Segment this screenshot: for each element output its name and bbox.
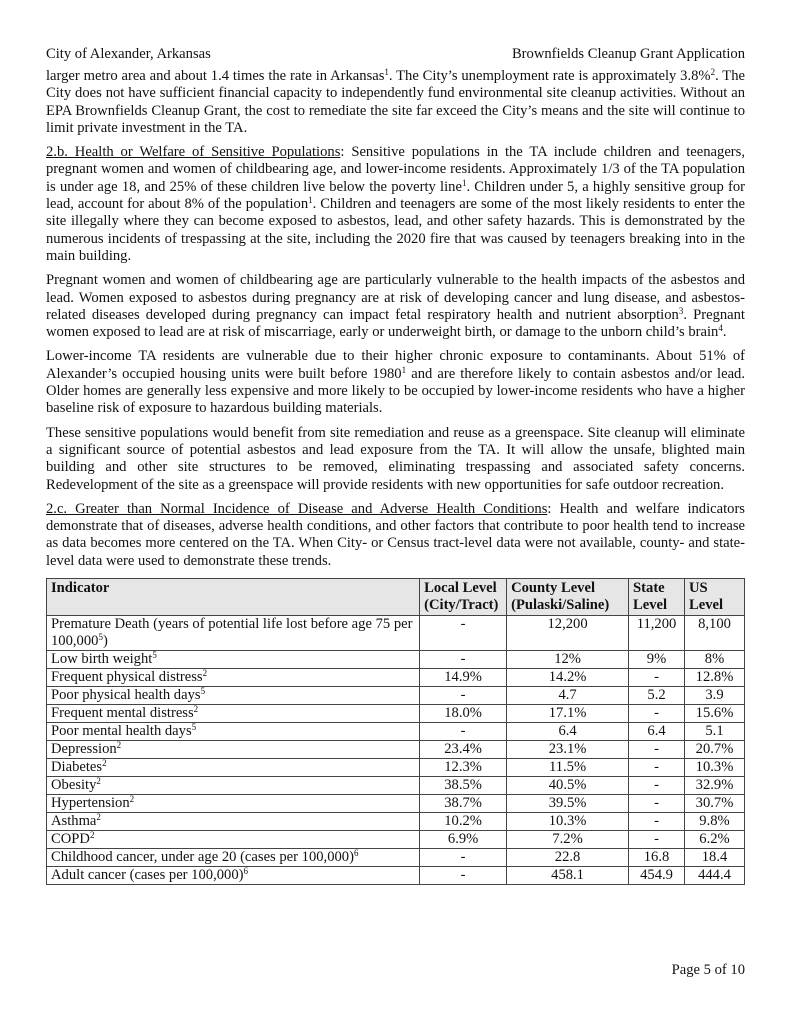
table-row	[47, 723, 745, 741]
cell-state: -	[629, 759, 685, 777]
footnote-ref: 5	[200, 686, 206, 697]
cell-us: 8,100	[685, 616, 745, 651]
column-header-county: County Level (Pulaski/Saline)	[507, 579, 629, 616]
cell-state: 454.9	[629, 867, 685, 885]
cell-state: 11,200	[629, 616, 685, 651]
cell-indicator	[47, 777, 420, 795]
table-row	[47, 777, 745, 795]
table-row	[47, 831, 745, 849]
cell-local: -	[420, 867, 507, 885]
cell-local: -	[420, 651, 507, 669]
footnote-ref: 4	[718, 323, 723, 334]
cell-local: 38.7%	[420, 795, 507, 813]
cell-county: 10.3%	[507, 813, 629, 831]
column-header-local: Local Level (City/Tract)	[420, 579, 507, 616]
page-content	[46, 68, 745, 885]
cell-local: -	[420, 849, 507, 867]
table-row	[47, 795, 745, 813]
footnote-ref: 3	[678, 305, 684, 316]
text-span: : Sensitive populations in the TA include children and teenagers, pregnant women and women of childbearing age, and lower-income residents. Approximately 1/3 of the TA population is under age 18, and 25% of these children live below the poverty line	[46, 144, 745, 195]
text-span: . Children and teenagers are some of the most likely residents to enter the site illegally where they can become exposed to asbestos, lead, and other safety hazards. This is demonstrated by the numerous incidents of trespassing at the site, including the 2020 fire that was caused by teenagers breaking into in the main building.	[46, 196, 745, 264]
cell-state: -	[629, 831, 685, 849]
cell-county: 7.2%	[507, 831, 629, 849]
footnote-ref: 1	[461, 177, 467, 188]
cell-indicator	[47, 705, 420, 723]
table-row	[47, 813, 745, 831]
table-body	[47, 616, 745, 885]
cell-indicator	[47, 741, 420, 759]
indicator-label: Premature Death (years of potential life lost before age 75 per 100,000	[51, 616, 413, 650]
cell-county: 458.1	[507, 867, 629, 885]
column-header-indicator: Indicator	[47, 579, 420, 616]
cell-county: 4.7	[507, 687, 629, 705]
cell-us: 5.1	[685, 723, 745, 741]
text-span: Pregnant women and women of childbearing age are particularly vulnerable to the health impacts of the asbestos and lead. Women exposed to asbestos during pregnancy are at risk of developing cancer and lung disease, and asbestos-related diseases developed during pregnancy can impact fetal respiratory health and nutrient absorption	[46, 272, 745, 323]
table-row	[47, 616, 745, 651]
cell-us: 20.7%	[685, 741, 745, 759]
cell-state: 6.4	[629, 723, 685, 741]
indicator-label: Poor physical health days	[51, 687, 201, 704]
cell-local: 14.9%	[420, 669, 507, 687]
cell-indicator	[47, 831, 420, 849]
text-span: : Health and welfare indicators demonstrate that of diseases, adverse health conditions, and other factors that contribute to poor health tend to increase as data becomes more centered on the TA. When City- or Census tract-level data were not available, county- and state-level data were used to demonstrate these trends.	[46, 500, 745, 569]
cell-us: 6.2%	[685, 831, 745, 849]
header-right-title: Brownfields Cleanup Grant Application	[511, 46, 745, 62]
table-row	[47, 849, 745, 867]
cell-county: 22.8	[507, 849, 629, 867]
cell-county: 17.1%	[507, 705, 629, 723]
cell-indicator	[47, 759, 420, 777]
cell-state: -	[629, 795, 685, 813]
text-span: . Children under 5, a highly sensitive group for lead, account for about 8% of the population	[46, 178, 745, 213]
indicator-label: COPD	[51, 831, 90, 848]
indicator-label: Obesity	[51, 777, 97, 794]
cell-state: 9%	[629, 651, 685, 669]
footnote-ref: 2	[96, 776, 101, 787]
text-span: and are therefore likely to contain asbestos and/or lead. Older homes are generally less expensive and more likely to be occupied by lower-income residents who have a higher baseline risk of exposure to hazardous building materials.	[46, 365, 745, 417]
text-span: . The City does not have sufficient financial capacity to independently fund environmental site cleanup activities. Without an EPA Brownfields Cleanup Grant, the cost to remediate the site far exceed the City’s means and the site will continue to limit private investment in the TA.	[46, 68, 745, 136]
table-row	[47, 705, 745, 723]
footnote-ref: 2	[116, 740, 122, 751]
cell-local: -	[420, 616, 507, 651]
cell-county: 23.1%	[507, 741, 629, 759]
section-heading-2b: 2.b. Health or Welfare of Sensitive Populations	[46, 144, 341, 161]
table-row	[47, 687, 745, 705]
cell-us: 18.4	[685, 849, 745, 867]
cell-indicator	[47, 651, 420, 669]
cell-state: -	[629, 777, 685, 795]
cell-county: 11.5%	[507, 759, 629, 777]
cell-indicator	[47, 867, 420, 885]
text-span: . The City’s unemployment rate is approximately 3.8%	[388, 68, 711, 84]
header-left-title: City of Alexander, Arkansas	[46, 46, 211, 62]
paragraph-disease-incidence	[46, 501, 745, 570]
table-row	[47, 741, 745, 759]
cell-state: -	[629, 705, 685, 723]
indicator-suffix: )	[102, 633, 108, 650]
cell-us: 9.8%	[685, 813, 745, 831]
paragraph-pregnant-women	[46, 272, 745, 341]
cell-local: 18.0%	[420, 705, 507, 723]
cell-county: 39.5%	[507, 795, 629, 813]
cell-county: 12,200	[507, 616, 629, 651]
cell-us: 10.3%	[685, 759, 745, 777]
cell-local: 6.9%	[420, 831, 507, 849]
footnote-ref: 1	[308, 195, 313, 206]
column-header-state: State Level	[629, 579, 685, 616]
cell-local: -	[420, 723, 507, 741]
footnote-ref: 5	[152, 650, 157, 661]
health-indicators-table	[46, 578, 745, 885]
cell-us: 32.9%	[685, 777, 745, 795]
cell-us: 30.7%	[685, 795, 745, 813]
paragraph-sensitive-populations	[46, 144, 745, 265]
table-header-row	[47, 579, 745, 616]
cell-county: 14.2%	[507, 669, 629, 687]
cell-state: 16.8	[629, 849, 685, 867]
indicator-label: Hypertension	[51, 795, 130, 812]
text-span: These sensitive populations would benefit from site remediation and reuse as a greenspace. Site cleanup will eliminate a significant source of potential asbestos and lead exposure from the TA. It will allow the unsafe, blighted main building and other site structures to be removed, eliminating trespassing and associated safety concerns. Redevelopment of the site as a greenspace will provide residents with new opportunities for safe outdoor recreation.	[46, 424, 745, 493]
indicator-label: Frequent physical distress	[51, 669, 203, 686]
cell-indicator	[47, 669, 420, 687]
paragraph-lower-income	[46, 348, 745, 417]
indicator-label: Diabetes	[51, 759, 103, 776]
cell-county: 40.5%	[507, 777, 629, 795]
cell-local: 23.4%	[420, 741, 507, 759]
cell-county: 6.4	[507, 723, 629, 741]
cell-local: 10.2%	[420, 813, 507, 831]
table-row	[47, 759, 745, 777]
text-span: larger metro area and about 1.4 times the rate in Arkansas	[46, 68, 385, 84]
page-header	[46, 46, 745, 63]
indicator-label: Low birth weight	[51, 651, 153, 668]
indicator-label: Depression	[51, 741, 117, 758]
page-number: Page 5 of 10	[671, 962, 745, 978]
footnote-ref: 5	[98, 632, 103, 643]
footnote-ref: 2	[102, 758, 107, 769]
cell-us: 12.8%	[685, 669, 745, 687]
section-heading-2c: 2.c. Greater than Normal Incidence of Disease and Adverse Health Conditions	[46, 500, 548, 517]
indicator-label: Frequent mental distress	[51, 705, 194, 722]
text-span: Lower-income TA residents are vulnerable due to their higher chronic exposure to contaminants. About 51% of Alexander’s occupied housing units were built before 1980	[46, 348, 745, 382]
cell-indicator	[47, 795, 420, 813]
cell-us: 444.4	[685, 867, 745, 885]
footnote-ref: 2	[89, 830, 95, 841]
indicator-label: Childhood cancer, under age 20 (cases per 100,000)	[51, 849, 354, 866]
table-row	[47, 669, 745, 687]
paragraph-greenspace-benefit	[46, 425, 745, 494]
indicator-label: Poor mental health days	[51, 723, 192, 740]
footnote-ref: 1	[384, 67, 389, 77]
cell-state: -	[629, 813, 685, 831]
footnote-ref: 1	[401, 364, 407, 375]
footnote-ref: 2	[193, 704, 199, 715]
cell-us: 15.6%	[685, 705, 745, 723]
cell-us: 8%	[685, 651, 745, 669]
indicator-label: Asthma	[51, 813, 97, 830]
cell-indicator	[47, 849, 420, 867]
cell-county: 12%	[507, 651, 629, 669]
footnote-ref: 2	[202, 668, 208, 679]
cell-indicator	[47, 616, 420, 651]
footnote-ref: 6	[353, 848, 359, 859]
cell-state: -	[629, 741, 685, 759]
column-header-us: US Level	[685, 579, 745, 616]
text-span: .	[722, 324, 727, 341]
cell-state: 5.2	[629, 687, 685, 705]
footnote-ref: 6	[243, 866, 248, 877]
cell-indicator	[47, 687, 420, 705]
cell-indicator	[47, 813, 420, 831]
table-row	[47, 867, 745, 885]
indicator-label: Adult cancer (cases per 100,000)	[51, 867, 244, 884]
cell-us: 3.9	[685, 687, 745, 705]
footnote-ref: 2	[129, 794, 135, 805]
cell-local: -	[420, 687, 507, 705]
footnote-ref: 2	[710, 67, 716, 77]
footnote-ref: 2	[96, 812, 101, 823]
footnote-ref: 5	[191, 722, 197, 733]
paragraph-financial-capacity	[46, 68, 745, 137]
cell-local: 12.3%	[420, 759, 507, 777]
table-row	[47, 651, 745, 669]
text-span: . Pregnant women exposed to lead are at risk of miscarriage, early or underweight birth, or damage to the unborn child’s brain	[46, 306, 745, 341]
cell-indicator	[47, 723, 420, 741]
cell-local: 38.5%	[420, 777, 507, 795]
cell-state: -	[629, 669, 685, 687]
